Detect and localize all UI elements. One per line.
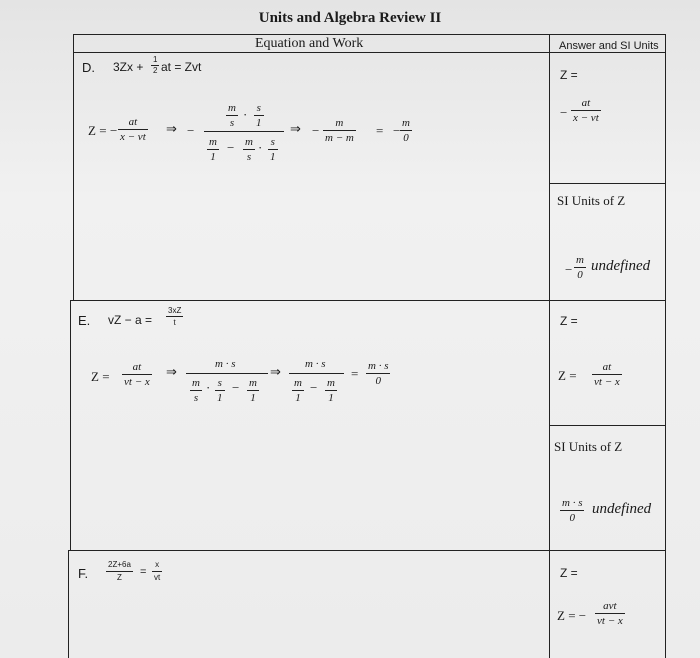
row-e-answer-expression: at vt − x (594, 361, 620, 388)
table-top-border (73, 34, 665, 35)
row-d-minus-3: − (227, 140, 235, 155)
row-e-f2-dot: · (206, 380, 211, 395)
header-equation-work: Equation and Work (255, 36, 364, 51)
row-d-fraction-1: at x − vt (120, 116, 146, 143)
row-d-answer-z-equals: Z = (560, 68, 578, 82)
row-d-si-undefined: undefined (591, 258, 651, 274)
row-d-si-minus: − (565, 262, 573, 277)
row-d-fraction-4: m 0 (402, 117, 410, 144)
row-d-z-equals: Z = (88, 123, 107, 138)
row-d-equation-lhs: 3Zx + (113, 60, 144, 74)
row-f-answer-z-equals: Z = (560, 566, 578, 580)
row-e-equation-fraction: 3xZ t (168, 306, 182, 327)
row-e-label: E. (78, 313, 91, 328)
row-e-si-fraction: m · s 0 (562, 497, 583, 524)
row-d-answer-minus: − (560, 105, 568, 120)
row-e-f2-den-b: s 1 (217, 377, 223, 404)
row-e-f3-den-a: m 1 (294, 377, 302, 404)
row-d-minus-1: − (110, 123, 118, 138)
row-f-lhs-fraction: 2Z+6a Z (108, 560, 131, 582)
row-divider-d-e (70, 300, 665, 301)
row-e-fraction-4: m · s 0 (368, 360, 389, 387)
row-e-equals: = (351, 366, 359, 381)
row-e-f2-minus: − (232, 380, 240, 395)
row-f-label: F. (78, 566, 89, 581)
row-e-implies-2: ⇒ (270, 364, 281, 379)
row-d-frac-m-s-2: m s (245, 136, 253, 163)
row-f-rhs-fraction: x vt (154, 560, 161, 582)
row-d-half-fraction: 1 2 (153, 55, 158, 75)
row-d-dot-1: · (243, 107, 248, 122)
page-title: Units and Algebra Review II (258, 10, 442, 26)
row-e-f2-numerator: m · s (215, 358, 236, 370)
header-bottom-border (73, 52, 665, 53)
header-answer-si: Answer and SI Units (559, 40, 659, 52)
row-e-f3-numerator: m · s (305, 358, 326, 370)
row-e-f3-bar (289, 373, 344, 374)
row-d-dot-2: · (258, 140, 263, 155)
row-d-frac-m-1: m 1 (209, 136, 217, 163)
row-d-si-fraction: m 0 (576, 254, 584, 281)
d-answer-divider (549, 183, 665, 184)
row-f-equals: = (140, 566, 147, 578)
row-d-minus-2: − (187, 123, 195, 138)
row-e-si-units-title: SI Units of Z (554, 439, 623, 454)
row-e-equation-lhs: vZ − a = (108, 313, 153, 327)
left-border-2 (70, 300, 71, 550)
row-d-implies-1: ⇒ (166, 121, 177, 136)
left-border-3 (68, 550, 69, 658)
row-d-main-bar (204, 131, 284, 132)
right-border (665, 34, 666, 658)
row-e-f2-den-a: m s (192, 377, 200, 404)
row-d-equation-rhs: at = Zvt (161, 60, 202, 74)
row-e-z-equals: Z = (91, 369, 110, 384)
row-e-implies-1: ⇒ (166, 364, 177, 379)
e-answer-divider (549, 425, 665, 426)
row-e-f3-den-b: m 1 (327, 377, 335, 404)
row-d-minus-5: − (393, 123, 401, 138)
row-f-answer-z-equals-2: Z = − (557, 608, 587, 623)
column-divider (549, 34, 550, 658)
left-border-1 (73, 34, 74, 300)
row-d-minus-4: − (312, 123, 320, 138)
row-e-si-undefined: undefined (592, 501, 652, 517)
row-e-answer-z-equals-2: Z = (558, 368, 577, 383)
row-d-si-units-title: SI Units of Z (557, 193, 626, 208)
row-e-f3-minus: − (310, 380, 318, 395)
row-e-f2-bar (186, 373, 268, 374)
row-d-frac-s-1: s 1 (256, 102, 262, 129)
row-e-f2-den-c: m 1 (249, 377, 257, 404)
row-d-implies-2: ⇒ (290, 121, 301, 136)
row-d-equals-1: = (376, 123, 384, 138)
row-d-answer-expression: at x − vt (573, 97, 599, 124)
row-d-fraction-3: m m − m (325, 117, 354, 144)
row-d-frac-s-1-b: s 1 (270, 136, 276, 163)
row-divider-e-f (68, 550, 665, 551)
row-e-answer-z-equals: Z = (560, 314, 578, 328)
row-d-label: D. (82, 60, 95, 75)
row-f-answer-expression: avt vt − x (597, 600, 623, 627)
row-e-fraction-1: at vt − x (124, 361, 150, 388)
row-d-frac-m-s: m s (228, 102, 236, 129)
